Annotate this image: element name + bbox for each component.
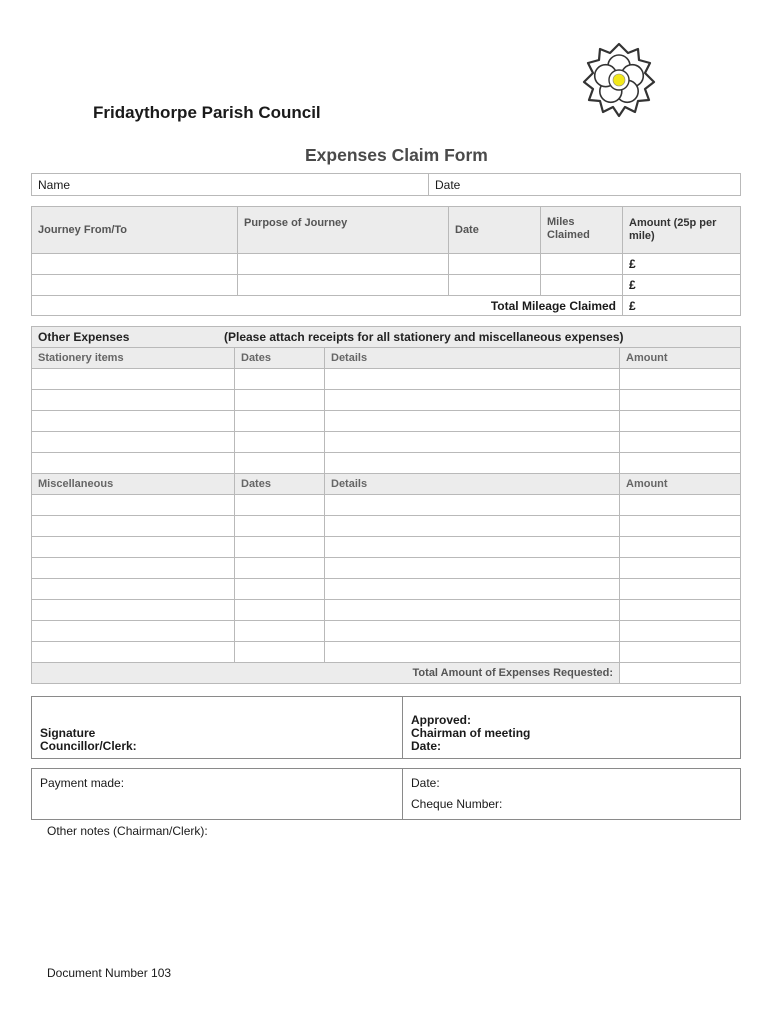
table-row: [32, 275, 741, 296]
date-field[interactable]: Date: [429, 174, 741, 196]
amount-cell[interactable]: [620, 432, 741, 453]
details-cell[interactable]: [325, 600, 620, 621]
amount-cell[interactable]: £: [623, 275, 741, 296]
table-row: [32, 432, 741, 453]
other-notes-label: Other notes (Chairman/Clerk):: [47, 824, 208, 838]
table-row: [32, 390, 741, 411]
total-mileage-amount[interactable]: £: [623, 296, 741, 316]
misc-cell[interactable]: [32, 516, 235, 537]
col-miles-claimed: Miles Claimed: [541, 207, 623, 254]
details-cell[interactable]: [325, 579, 620, 600]
journey-cell[interactable]: [32, 275, 238, 296]
amount-cell[interactable]: [620, 495, 741, 516]
dates-cell[interactable]: [235, 621, 325, 642]
table-row: [32, 254, 741, 275]
dates-cell[interactable]: [235, 453, 325, 474]
purpose-cell[interactable]: [238, 275, 449, 296]
other-expenses-title: Other Expenses: [38, 330, 130, 344]
details-cell[interactable]: [325, 432, 620, 453]
table-row: [32, 495, 741, 516]
purpose-cell[interactable]: [238, 254, 449, 275]
details-cell[interactable]: [325, 621, 620, 642]
other-expenses-header: [32, 327, 741, 348]
payment-made-field[interactable]: [32, 769, 403, 820]
dates-cell[interactable]: [235, 600, 325, 621]
amount-cell[interactable]: [620, 516, 741, 537]
col-journey-from-to: Journey From/To: [32, 207, 238, 254]
col-miscellaneous: Miscellaneous: [32, 474, 235, 495]
details-cell[interactable]: [325, 495, 620, 516]
date-cell[interactable]: [449, 254, 541, 275]
dates-cell[interactable]: [235, 642, 325, 663]
dates-cell[interactable]: [235, 432, 325, 453]
journey-cell[interactable]: [32, 254, 238, 275]
dates-cell[interactable]: [235, 537, 325, 558]
payment-made-label: Payment made:: [40, 776, 125, 790]
dates-cell[interactable]: [235, 579, 325, 600]
table-row: [32, 642, 741, 663]
dates-cell[interactable]: [235, 390, 325, 411]
col-dates: Dates: [235, 474, 325, 495]
misc-cell[interactable]: [32, 642, 235, 663]
table-row: [32, 537, 741, 558]
amount-cell[interactable]: £: [623, 254, 741, 275]
table-row: [32, 369, 741, 390]
form-title: Expenses Claim Form: [305, 145, 488, 165]
date-cell[interactable]: [449, 275, 541, 296]
amount-cell[interactable]: [620, 642, 741, 663]
stationery-cell[interactable]: [32, 369, 235, 390]
details-cell[interactable]: [325, 537, 620, 558]
dates-cell[interactable]: [235, 495, 325, 516]
miles-cell[interactable]: [541, 254, 623, 275]
col-amount: Amount (25p per mile): [623, 207, 741, 254]
details-cell[interactable]: [325, 369, 620, 390]
amount-cell[interactable]: [620, 621, 741, 642]
dates-cell[interactable]: [235, 411, 325, 432]
name-date-row: [31, 173, 741, 196]
total-expenses-label: Total Amount of Expenses Requested:: [32, 663, 620, 684]
yorkshire-rose-icon: [578, 40, 660, 120]
col-purpose: Purpose of Journey: [238, 207, 449, 254]
misc-cell[interactable]: [32, 600, 235, 621]
table-row: [32, 558, 741, 579]
table-row: [32, 579, 741, 600]
details-cell[interactable]: [325, 642, 620, 663]
miles-cell[interactable]: [541, 275, 623, 296]
amount-cell[interactable]: [620, 600, 741, 621]
signature-label: Signature: [40, 726, 96, 740]
cheque-number-label: Cheque Number:: [411, 797, 503, 811]
details-cell[interactable]: [325, 516, 620, 537]
misc-cell[interactable]: [32, 621, 235, 642]
payment-table: [31, 768, 741, 820]
stationery-cell[interactable]: [32, 432, 235, 453]
council-name: Fridaythorpe Parish Council: [93, 103, 321, 122]
total-expenses-amount[interactable]: [620, 663, 741, 684]
mileage-table: [31, 206, 741, 316]
col-stationery-items: Stationery items: [32, 348, 235, 369]
amount-cell[interactable]: [620, 453, 741, 474]
councillor-clerk-label: Councillor/Clerk:: [40, 739, 137, 753]
table-row: [32, 621, 741, 642]
amount-cell[interactable]: [620, 411, 741, 432]
approval-field[interactable]: [403, 697, 741, 759]
details-cell[interactable]: [325, 558, 620, 579]
total-mileage-label: Total Mileage Claimed: [32, 296, 623, 316]
approval-date-label: Date:: [411, 739, 442, 753]
amount-cell[interactable]: [620, 558, 741, 579]
other-expenses-table: [31, 326, 741, 684]
misc-cell[interactable]: [32, 558, 235, 579]
amount-cell[interactable]: [620, 579, 741, 600]
col-amount: Amount: [620, 348, 741, 369]
col-details: Details: [325, 348, 620, 369]
dates-cell[interactable]: [235, 516, 325, 537]
table-row: [32, 600, 741, 621]
dates-cell[interactable]: [235, 558, 325, 579]
details-cell[interactable]: [325, 453, 620, 474]
name-field[interactable]: Name: [32, 174, 429, 196]
signature-field[interactable]: [32, 697, 403, 759]
col-amount: Amount: [620, 474, 741, 495]
col-date: Date: [449, 207, 541, 254]
receipts-note: (Please attach receipts for all stationery and miscellaneous expenses): [224, 330, 624, 344]
amount-cell[interactable]: [620, 537, 741, 558]
approved-label: Approved:: [411, 713, 471, 727]
amount-cell[interactable]: [620, 390, 741, 411]
misc-cell[interactable]: [32, 495, 235, 516]
stationery-cell[interactable]: [32, 411, 235, 432]
payment-date-label: Date:: [411, 776, 440, 790]
dates-cell[interactable]: [235, 369, 325, 390]
total-mileage-row: [32, 296, 741, 316]
stationery-cell[interactable]: [32, 453, 235, 474]
table-row: [32, 453, 741, 474]
chairman-label: Chairman of meeting: [411, 726, 531, 740]
table-row: [32, 516, 741, 537]
signature-table: [31, 696, 741, 759]
table-row: [32, 411, 741, 432]
misc-cell[interactable]: [32, 579, 235, 600]
col-details: Details: [325, 474, 620, 495]
total-expenses-row: [32, 663, 741, 684]
details-cell[interactable]: [325, 411, 620, 432]
col-dates: Dates: [235, 348, 325, 369]
stationery-cell[interactable]: [32, 390, 235, 411]
amount-cell[interactable]: [620, 369, 741, 390]
payment-details-field[interactable]: [403, 769, 741, 820]
details-cell[interactable]: [325, 390, 620, 411]
misc-cell[interactable]: [32, 537, 235, 558]
document-number: Document Number 103: [47, 966, 172, 980]
